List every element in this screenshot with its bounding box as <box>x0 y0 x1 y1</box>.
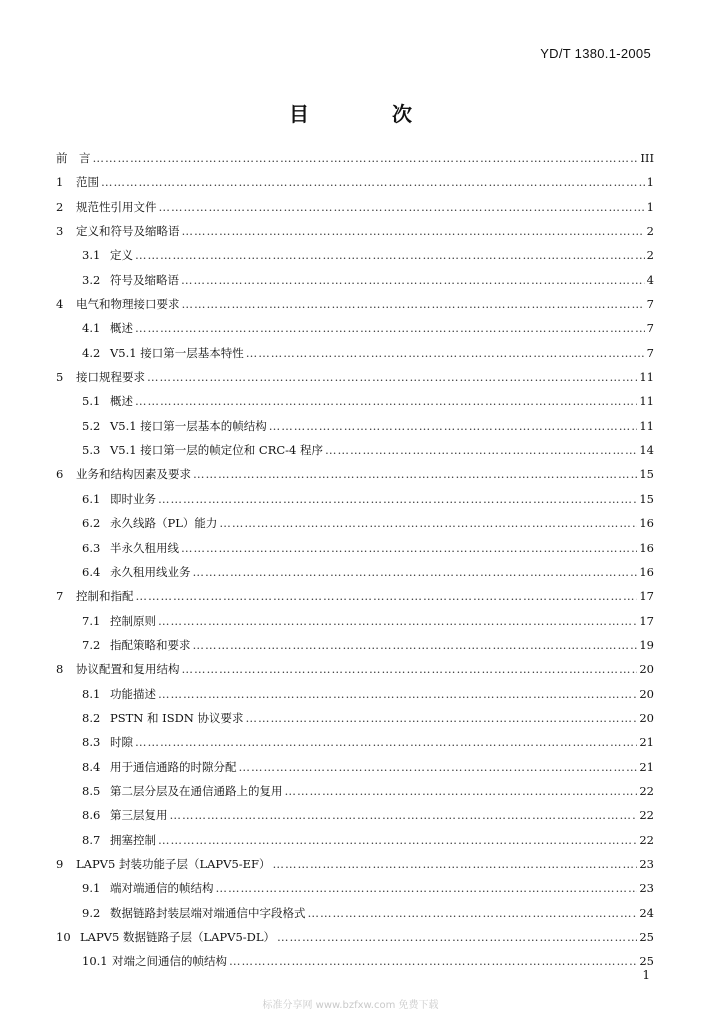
toc-entry-title: 前 言 <box>56 151 91 165</box>
toc-entry-title: V5.1 接口第一层基本特性 <box>110 345 244 360</box>
dot-leader <box>158 492 637 506</box>
toc-entry-number: 8.2 <box>82 710 101 725</box>
toc-entry[interactable] <box>56 734 654 758</box>
dot-leader <box>219 516 637 530</box>
toc-entry[interactable] <box>56 783 654 807</box>
toc-entry-number: 1 <box>56 175 64 190</box>
toc-entry[interactable] <box>56 613 654 637</box>
toc-entry-page: 23 <box>639 881 654 896</box>
dot-leader <box>325 443 637 457</box>
toc-entry[interactable] <box>56 710 654 734</box>
toc-entry-page: 1 <box>646 175 654 190</box>
toc-entry-title: 控制和指配 <box>76 589 134 604</box>
toc-entry-page: 7 <box>646 345 654 360</box>
toc-entry-page: 17 <box>639 589 654 604</box>
toc-entry-title: 符号及缩略语 <box>110 272 179 287</box>
toc-entry-title: 用于通信通路的时隙分配 <box>110 759 237 774</box>
toc-entry-page: 16 <box>639 516 654 531</box>
toc-entry[interactable] <box>56 174 654 198</box>
toc-entry-title: 功能描述 <box>110 686 156 701</box>
toc-entry-number: 10 <box>56 930 71 944</box>
toc-entry[interactable] <box>56 272 654 296</box>
toc-entry-number: 7 <box>56 589 64 604</box>
dot-leader <box>135 735 637 749</box>
toc-entry-number: 5.2 <box>82 418 101 433</box>
toc-entry-page: 2 <box>646 248 654 263</box>
toc-entry-page: 4 <box>646 272 654 287</box>
dot-leader <box>135 248 645 262</box>
toc-entry-title: 规范性引用文件 <box>76 199 157 214</box>
toc-entry-page: 20 <box>639 710 654 725</box>
toc-entry[interactable] <box>56 540 654 564</box>
toc-entry-page: 25 <box>639 954 654 969</box>
toc-entry[interactable] <box>56 929 654 953</box>
toc-entry-title: 永久租用线业务 <box>110 564 191 579</box>
dot-leader <box>285 784 638 798</box>
toc-entry-page: 20 <box>639 686 654 701</box>
toc-entry-number: 8.7 <box>82 832 101 847</box>
toc-entry-title: 拥塞控制 <box>110 832 156 847</box>
toc-entry[interactable] <box>56 637 654 661</box>
toc-entry-title: 概述 <box>110 394 133 409</box>
toc-entry-page: 22 <box>639 808 654 823</box>
toc-entry-title: 第二层分层及在通信通路上的复用 <box>110 783 283 798</box>
toc-entry-page: 21 <box>639 735 654 750</box>
toc-entry-page: 22 <box>639 783 654 798</box>
toc-entry-number: 9.2 <box>82 905 101 920</box>
toc-entry-number: 10.1 <box>82 954 108 969</box>
toc-entry-page: 1 <box>646 199 654 214</box>
watermark-text: 标准分享网 www.bzfxw.com 免费下载 <box>262 1000 439 1011</box>
toc-entry-title: 定义 <box>110 248 133 263</box>
toc-entry-number: 6.2 <box>82 516 101 531</box>
toc-entry-number: 9.1 <box>82 881 101 896</box>
toc-entry-number: 8.1 <box>82 686 101 701</box>
dot-leader <box>182 224 645 238</box>
toc-entry-title: 范围 <box>76 175 99 190</box>
dot-leader <box>246 711 638 725</box>
toc-entry-title: 控制原则 <box>110 613 156 628</box>
toc-entry-title: 概述 <box>110 321 133 336</box>
dot-leader <box>182 297 645 311</box>
toc-entry[interactable] <box>56 953 654 977</box>
toc-entry-title: 接口规程要求 <box>76 370 145 385</box>
dot-leader <box>135 394 637 408</box>
toc-entry-number: 2 <box>56 199 64 214</box>
toc-entry-page: 11 <box>639 394 654 409</box>
dot-leader <box>136 589 638 603</box>
toc-entry-number: 6.3 <box>82 540 101 555</box>
toc-entry-title: 对端之间通信的帧结构 <box>112 954 227 969</box>
toc-entry[interactable] <box>56 905 654 929</box>
toc-entry[interactable] <box>56 296 654 320</box>
page-number: 1 <box>642 968 650 982</box>
page-title: 目 次 <box>289 102 450 126</box>
dot-leader <box>246 346 645 360</box>
toc-entry-number: 8.5 <box>82 783 101 798</box>
toc-entry-title: LAPV5 数据链路子层（LAPV5-DL） <box>80 930 275 944</box>
toc-entry-number: 7.2 <box>82 637 101 652</box>
dot-leader <box>229 954 637 968</box>
toc-entry-title: 协议配置和复用结构 <box>76 662 180 677</box>
toc-entry-title: V5.1 接口第一层基本的帧结构 <box>110 418 267 433</box>
toc-entry-number: 6 <box>56 467 64 482</box>
toc-entry[interactable] <box>56 856 654 880</box>
dot-leader <box>170 808 638 822</box>
toc-entry-title: 第三层复用 <box>110 808 168 823</box>
toc-entry[interactable] <box>56 515 654 539</box>
toc-entry-title: 数据链路封装层端对端通信中字段格式 <box>110 905 306 920</box>
toc-entry[interactable] <box>56 393 654 417</box>
dot-leader <box>158 833 637 847</box>
toc-entry-title: V5.1 接口第一层的帧定位和 CRC-4 程序 <box>110 443 324 458</box>
dot-leader <box>181 541 637 555</box>
dot-leader <box>93 151 639 165</box>
dot-leader <box>277 930 637 944</box>
dot-leader <box>158 614 637 628</box>
toc-entry-page: 15 <box>639 491 654 506</box>
toc-entry-page: 20 <box>639 662 654 677</box>
toc-entry-number: 9 <box>56 856 64 871</box>
toc-entry-page: 16 <box>639 564 654 579</box>
toc-entry-title: 电气和物理接口要求 <box>76 297 180 312</box>
dot-leader <box>147 370 637 384</box>
dot-leader <box>193 467 637 481</box>
toc-entry-title: 即时业务 <box>110 491 156 506</box>
toc-entry-number: 5 <box>56 370 64 385</box>
toc-entry[interactable] <box>56 832 654 856</box>
toc-entry[interactable] <box>56 466 654 490</box>
toc-entry[interactable] <box>56 442 654 466</box>
toc-entry-number: 4.1 <box>82 321 101 336</box>
dot-leader <box>273 857 638 871</box>
toc-entry-page: 11 <box>639 370 654 385</box>
table-of-contents <box>56 150 654 978</box>
dot-leader <box>308 906 638 920</box>
toc-entry-page: 19 <box>639 637 654 652</box>
dot-leader <box>216 881 638 895</box>
toc-entry-number: 6.4 <box>82 564 101 579</box>
toc-entry-page: 25 <box>639 930 654 944</box>
dot-leader <box>181 273 645 287</box>
toc-entry-title: 半永久租用线 <box>110 540 179 555</box>
toc-entry[interactable] <box>56 759 654 783</box>
toc-entry-page: 17 <box>639 613 654 628</box>
toc-entry-number: 3.2 <box>82 272 101 287</box>
dot-leader <box>158 687 637 701</box>
toc-entry[interactable] <box>56 807 654 831</box>
toc-entry[interactable] <box>56 686 654 710</box>
toc-entry-number: 5.3 <box>82 443 101 458</box>
toc-entry-number: 8.4 <box>82 759 101 774</box>
toc-entry[interactable] <box>56 564 654 588</box>
toc-entry[interactable] <box>56 223 654 247</box>
toc-entry-title: PSTN 和 ISDN 协议要求 <box>110 710 244 725</box>
dot-leader <box>101 175 645 189</box>
toc-entry-number: 4.2 <box>82 345 101 360</box>
dot-leader <box>135 321 645 335</box>
toc-entry-number: 6.1 <box>82 491 101 506</box>
toc-entry-number: 8.3 <box>82 735 101 750</box>
toc-entry-number: 3.1 <box>82 248 101 263</box>
toc-entry-page: 11 <box>639 418 654 433</box>
toc-entry[interactable] <box>56 199 654 223</box>
toc-entry[interactable] <box>56 150 654 174</box>
toc-entry[interactable] <box>56 661 654 685</box>
toc-entry[interactable] <box>56 369 654 393</box>
toc-entry-number: 5.1 <box>82 394 101 409</box>
toc-entry[interactable] <box>56 418 654 442</box>
dot-leader <box>269 419 638 433</box>
toc-entry[interactable] <box>56 247 654 271</box>
toc-entry-page: 7 <box>646 321 654 336</box>
toc-entry-title: 业务和结构因素及要求 <box>76 467 191 482</box>
toc-entry-title: 指配策略和要求 <box>110 637 191 652</box>
toc-entry-title: LAPV5 封装功能子层（LAPV5-EF） <box>76 856 271 871</box>
toc-entry[interactable] <box>56 491 654 515</box>
toc-entry-number: 8 <box>56 662 64 677</box>
dot-leader <box>182 662 638 676</box>
toc-entry-number: 4 <box>56 297 64 312</box>
toc-entry-title: 时隙 <box>110 735 133 750</box>
toc-entry-number: 7.1 <box>82 613 101 628</box>
toc-entry-page: 22 <box>639 832 654 847</box>
toc-entry-title: 永久线路（PL）能力 <box>110 516 218 531</box>
toc-entry-page: 7 <box>646 297 654 312</box>
toc-entry[interactable] <box>56 880 654 904</box>
toc-entry-page: 2 <box>646 224 654 239</box>
dot-leader <box>159 200 645 214</box>
toc-entry-page: 15 <box>639 467 654 482</box>
toc-entry-number: 3 <box>56 224 64 239</box>
toc-entry-title: 端对端通信的帧结构 <box>110 881 214 896</box>
toc-entry-page: 16 <box>639 540 654 555</box>
dot-leader <box>239 760 638 774</box>
toc-entry-page: 24 <box>639 905 654 920</box>
document-code: YD/T 1380.1-2005 <box>540 46 651 61</box>
toc-entry[interactable] <box>56 345 654 369</box>
toc-entry-page: 14 <box>639 443 654 458</box>
toc-entry[interactable] <box>56 320 654 344</box>
toc-entry-page: 21 <box>639 759 654 774</box>
dot-leader <box>193 565 638 579</box>
toc-entry-page: III <box>640 151 654 165</box>
toc-entry[interactable] <box>56 588 654 612</box>
toc-entry-page: 23 <box>639 856 654 871</box>
toc-entry-title: 定义和符号及缩略语 <box>76 224 180 239</box>
dot-leader <box>193 638 638 652</box>
toc-entry-number: 8.6 <box>82 808 101 823</box>
